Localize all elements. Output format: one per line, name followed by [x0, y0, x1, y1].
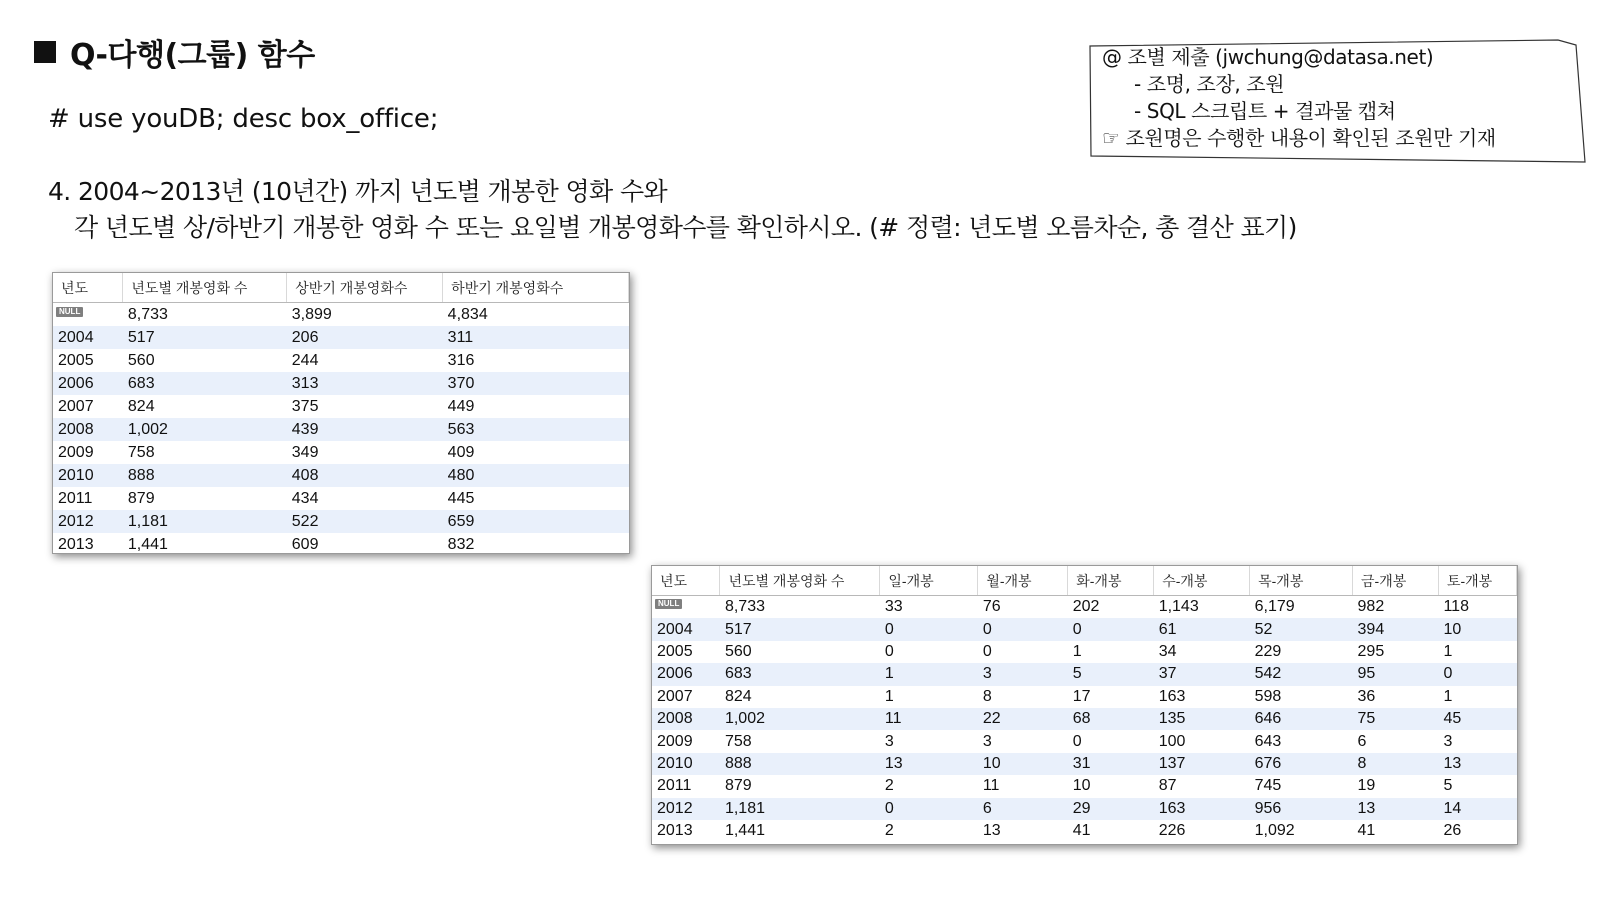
- table-cell[interactable]: 6: [978, 798, 1068, 820]
- table-cell[interactable]: 1: [1443, 642, 1453, 660]
- table-row[interactable]: [652, 820, 1517, 842]
- table-cell[interactable]: 6: [1357, 732, 1367, 750]
- table-cell[interactable]: 45: [1438, 708, 1516, 730]
- table-cell[interactable]: 745: [1254, 777, 1282, 795]
- table-cell[interactable]: 2009: [657, 732, 693, 750]
- table-cell[interactable]: 3,899: [291, 305, 332, 323]
- table-cell[interactable]: 68: [1068, 708, 1154, 730]
- table-cell[interactable]: 118: [1443, 598, 1469, 616]
- table-row[interactable]: [53, 303, 629, 327]
- table-cell[interactable]: 61: [1154, 618, 1250, 640]
- result-grid-halfyear[interactable]: [52, 272, 630, 554]
- table-cell[interactable]: 2007: [657, 687, 693, 705]
- column-header[interactable]: 년도별 개봉영화 수: [720, 566, 880, 596]
- table-cell[interactable]: 982: [1357, 598, 1385, 616]
- null-badge: NULL: [56, 307, 83, 317]
- table-cell[interactable]: 2011: [657, 777, 692, 795]
- table-cell[interactable]: 313: [287, 372, 443, 395]
- table-cell[interactable]: 26: [1443, 822, 1462, 840]
- table-row[interactable]: [652, 618, 1517, 640]
- column-header[interactable]: 월-개봉: [978, 566, 1068, 596]
- table-cell[interactable]: 0: [1438, 663, 1516, 685]
- table-cell[interactable]: 1: [880, 663, 978, 685]
- table-row[interactable]: [53, 349, 629, 372]
- table-row[interactable]: [652, 708, 1517, 730]
- table-cell[interactable]: 409: [447, 443, 475, 461]
- table-cell[interactable]: 1,002: [720, 708, 880, 730]
- table-cell[interactable]: 1: [1443, 687, 1453, 705]
- grid-header-row: [53, 273, 629, 303]
- column-header[interactable]: 년도: [652, 566, 720, 596]
- sql-command: # use youDB; desc box_office;: [48, 104, 439, 134]
- table-cell[interactable]: 41: [1072, 822, 1091, 840]
- table-cell[interactable]: 2010: [53, 464, 123, 487]
- question-line-1: 4. 2004~2013년 (10년간) 까지 년도별 개봉한 영화 수와: [48, 177, 668, 206]
- column-header[interactable]: 하반기 개봉영화수: [443, 273, 629, 303]
- table-cell[interactable]: 434: [291, 489, 319, 507]
- table-cell[interactable]: 0: [1072, 732, 1082, 750]
- table-cell[interactable]: 643: [1254, 732, 1282, 750]
- table-cell[interactable]: [652, 596, 720, 619]
- table-row[interactable]: [53, 326, 629, 349]
- column-header[interactable]: 년도: [53, 273, 123, 303]
- table-cell[interactable]: 295: [1357, 642, 1385, 660]
- table-cell[interactable]: 3: [978, 663, 1068, 685]
- table-cell[interactable]: 2011: [58, 489, 93, 507]
- table-row[interactable]: [53, 487, 629, 510]
- table-cell[interactable]: 0: [880, 618, 978, 640]
- table-row[interactable]: [652, 663, 1517, 685]
- table-row[interactable]: [652, 686, 1517, 708]
- table-cell[interactable]: 2012: [53, 510, 123, 533]
- table-cell[interactable]: 5: [1068, 663, 1154, 685]
- table-cell[interactable]: 2010: [652, 753, 720, 775]
- table-cell[interactable]: 11: [982, 777, 1000, 795]
- table-cell[interactable]: 3: [884, 732, 894, 750]
- column-header[interactable]: 화-개봉: [1068, 566, 1154, 596]
- submission-note: [1088, 38, 1588, 166]
- null-badge: NULL: [655, 599, 682, 609]
- table-cell[interactable]: 659: [443, 510, 629, 533]
- table-cell[interactable]: 34: [1158, 642, 1177, 660]
- question-line-2: 각 년도별 상/하반기 개봉한 영화 수 또는 요일별 개봉영화수를 확인하시오. (# 정렬: 년도별 오름차순, 총 결산 표기): [74, 213, 1297, 242]
- table-cell[interactable]: 1,143: [1158, 598, 1199, 616]
- table-cell[interactable]: 13: [982, 822, 1001, 840]
- table-cell[interactable]: 1,441: [127, 535, 168, 553]
- table-cell[interactable]: 163: [1158, 687, 1186, 705]
- table-cell[interactable]: 2005: [58, 351, 94, 369]
- table-cell[interactable]: 244: [291, 351, 319, 369]
- table-cell[interactable]: 0: [978, 618, 1068, 640]
- table-cell[interactable]: 19: [1357, 777, 1376, 795]
- table-cell[interactable]: 226: [1158, 822, 1186, 840]
- table-cell[interactable]: 2013: [657, 822, 693, 840]
- table-cell[interactable]: 1: [1072, 642, 1082, 660]
- table-cell[interactable]: 76: [982, 598, 1001, 616]
- table-cell[interactable]: 517: [123, 326, 287, 349]
- table-cell[interactable]: 0: [1068, 618, 1154, 640]
- table-cell[interactable]: 316: [447, 351, 475, 369]
- table-row[interactable]: [652, 641, 1517, 663]
- table-cell[interactable]: 563: [443, 418, 629, 441]
- table-cell[interactable]: 560: [724, 642, 752, 660]
- column-header[interactable]: 수-개봉: [1154, 566, 1250, 596]
- table-cell[interactable]: 824: [127, 397, 155, 415]
- table-cell[interactable]: 202: [1072, 598, 1100, 616]
- table-cell[interactable]: 349: [291, 443, 319, 461]
- note-line-1: @ 조별 제출 (jwchung@datasa.net): [1102, 45, 1434, 69]
- table-row[interactable]: [652, 596, 1517, 619]
- table-cell[interactable]: 445: [447, 489, 475, 507]
- table-cell[interactable]: 394: [1353, 618, 1439, 640]
- table-cell[interactable]: 1,181: [720, 798, 880, 820]
- table-cell[interactable]: 758: [127, 443, 155, 461]
- table-row[interactable]: [652, 730, 1517, 752]
- table-cell[interactable]: 4,834: [447, 305, 488, 323]
- table-cell[interactable]: 3: [1443, 732, 1453, 750]
- table-cell[interactable]: 33: [884, 598, 903, 616]
- table-cell[interactable]: 13: [1438, 753, 1516, 775]
- table-cell[interactable]: 6,179: [1254, 598, 1295, 616]
- table-cell[interactable]: 1,092: [1254, 822, 1295, 840]
- table-row[interactable]: [53, 533, 629, 554]
- table-cell[interactable]: 31: [1068, 753, 1154, 775]
- column-header[interactable]: 년도별 개봉영화 수: [123, 273, 287, 303]
- table-cell[interactable]: 2006: [652, 663, 720, 685]
- note-line-2: - 조명, 조장, 조원: [1134, 72, 1285, 96]
- table-cell[interactable]: 375: [291, 397, 319, 415]
- result-grid-weekday[interactable]: [651, 565, 1518, 845]
- table-cell[interactable]: 3: [982, 732, 992, 750]
- table-cell[interactable]: 888: [123, 464, 287, 487]
- table-cell[interactable]: 2004: [652, 618, 720, 640]
- column-header[interactable]: 목-개봉: [1250, 566, 1353, 596]
- table-row[interactable]: [53, 510, 629, 533]
- table-cell[interactable]: 311: [443, 326, 629, 349]
- table-cell[interactable]: [53, 303, 123, 327]
- table-cell[interactable]: 2: [884, 822, 894, 840]
- table-cell[interactable]: 229: [1254, 642, 1282, 660]
- table-cell[interactable]: 0: [884, 642, 894, 660]
- note-line-4: ☞ 조원명은 수행한 내용이 확인된 조원만 기재: [1102, 126, 1496, 150]
- table-cell[interactable]: 1: [884, 687, 894, 705]
- table-cell[interactable]: 480: [443, 464, 629, 487]
- table-cell[interactable]: 137: [1154, 753, 1250, 775]
- square-bullet-icon: [34, 41, 56, 63]
- table-cell[interactable]: 1,181: [123, 510, 287, 533]
- column-header[interactable]: 금-개봉: [1353, 566, 1439, 596]
- table-cell[interactable]: 10: [978, 753, 1068, 775]
- table-cell[interactable]: 8,733: [127, 305, 168, 323]
- table-cell[interactable]: 1,441: [724, 822, 765, 840]
- table-cell[interactable]: 888: [720, 753, 880, 775]
- table-row[interactable]: [652, 753, 1517, 775]
- table-cell[interactable]: 683: [720, 663, 880, 685]
- table-cell[interactable]: 676: [1250, 753, 1353, 775]
- question-text: [48, 174, 1297, 246]
- table-cell[interactable]: 758: [724, 732, 752, 750]
- table-row[interactable]: [53, 395, 629, 418]
- table-cell[interactable]: 683: [123, 372, 287, 395]
- table-cell[interactable]: 87: [1158, 777, 1177, 795]
- table-cell[interactable]: 17: [1072, 687, 1091, 705]
- table-cell[interactable]: 0: [982, 642, 992, 660]
- table-cell[interactable]: 560: [127, 351, 155, 369]
- table-cell[interactable]: 2012: [652, 798, 720, 820]
- table-cell[interactable]: 408: [287, 464, 443, 487]
- table-cell[interactable]: 37: [1154, 663, 1250, 685]
- table-cell[interactable]: 646: [1250, 708, 1353, 730]
- table-row[interactable]: [652, 775, 1517, 797]
- column-header[interactable]: 상반기 개봉영화수: [287, 273, 443, 303]
- table-cell[interactable]: 8,733: [724, 598, 765, 616]
- table-cell[interactable]: 956: [1250, 798, 1353, 820]
- table-cell[interactable]: 449: [447, 397, 475, 415]
- table-row[interactable]: [53, 441, 629, 464]
- table-cell[interactable]: 879: [127, 489, 155, 507]
- table-cell[interactable]: 2013: [58, 535, 94, 553]
- table-cell[interactable]: 100: [1158, 732, 1186, 750]
- table-cell[interactable]: 517: [720, 618, 880, 640]
- table-row[interactable]: [53, 464, 629, 487]
- column-header[interactable]: 토-개봉: [1438, 566, 1516, 596]
- table-cell[interactable]: 95: [1353, 663, 1439, 685]
- table-cell[interactable]: 2004: [53, 326, 123, 349]
- table-cell[interactable]: 832: [447, 535, 475, 553]
- table-row[interactable]: [652, 798, 1517, 820]
- grid-header-row: [652, 566, 1517, 596]
- table-cell[interactable]: 1,002: [123, 418, 287, 441]
- slide-title: [34, 30, 315, 74]
- table-cell[interactable]: 2005: [657, 642, 693, 660]
- table-cell[interactable]: 10: [1438, 618, 1516, 640]
- table-row[interactable]: [53, 418, 629, 441]
- table-cell[interactable]: 52: [1250, 618, 1353, 640]
- table-cell[interactable]: 2009: [58, 443, 94, 461]
- table-cell[interactable]: 13: [1353, 798, 1439, 820]
- table-cell[interactable]: 41: [1357, 822, 1376, 840]
- table-cell[interactable]: 0: [880, 798, 978, 820]
- table-cell[interactable]: 14: [1438, 798, 1516, 820]
- table-cell[interactable]: 542: [1250, 663, 1353, 685]
- table-cell[interactable]: 36: [1357, 687, 1376, 705]
- table-cell[interactable]: 11: [880, 708, 978, 730]
- table-cell[interactable]: 2: [884, 777, 894, 795]
- table-cell[interactable]: 13: [880, 753, 978, 775]
- table-cell[interactable]: 598: [1254, 687, 1282, 705]
- table-cell[interactable]: 8: [1353, 753, 1439, 775]
- table-cell[interactable]: 2008: [53, 418, 123, 441]
- table-cell[interactable]: 29: [1068, 798, 1154, 820]
- table-cell[interactable]: 879: [724, 777, 752, 795]
- slide-title-text: Q-다행(그룹) 함수: [70, 38, 315, 73]
- table-cell[interactable]: 439: [287, 418, 443, 441]
- table-cell[interactable]: 370: [443, 372, 629, 395]
- table-cell[interactable]: 522: [287, 510, 443, 533]
- table-cell[interactable]: 206: [287, 326, 443, 349]
- note-line-3: - SQL 스크립트 + 결과물 캡쳐: [1134, 99, 1396, 123]
- table-cell[interactable]: 10: [1072, 777, 1091, 795]
- table-cell[interactable]: 824: [724, 687, 752, 705]
- table-cell[interactable]: 609: [291, 535, 319, 553]
- table-cell[interactable]: 22: [978, 708, 1068, 730]
- column-header[interactable]: 일-개봉: [880, 566, 978, 596]
- table-cell[interactable]: 75: [1353, 708, 1439, 730]
- table-cell[interactable]: 5: [1443, 777, 1453, 795]
- table-row[interactable]: [53, 372, 629, 395]
- table-cell[interactable]: 2008: [652, 708, 720, 730]
- table-cell[interactable]: 8: [982, 687, 992, 705]
- table-cell[interactable]: 163: [1154, 798, 1250, 820]
- table-cell[interactable]: 2006: [53, 372, 123, 395]
- table-cell[interactable]: 135: [1154, 708, 1250, 730]
- table-cell[interactable]: 2007: [58, 397, 94, 415]
